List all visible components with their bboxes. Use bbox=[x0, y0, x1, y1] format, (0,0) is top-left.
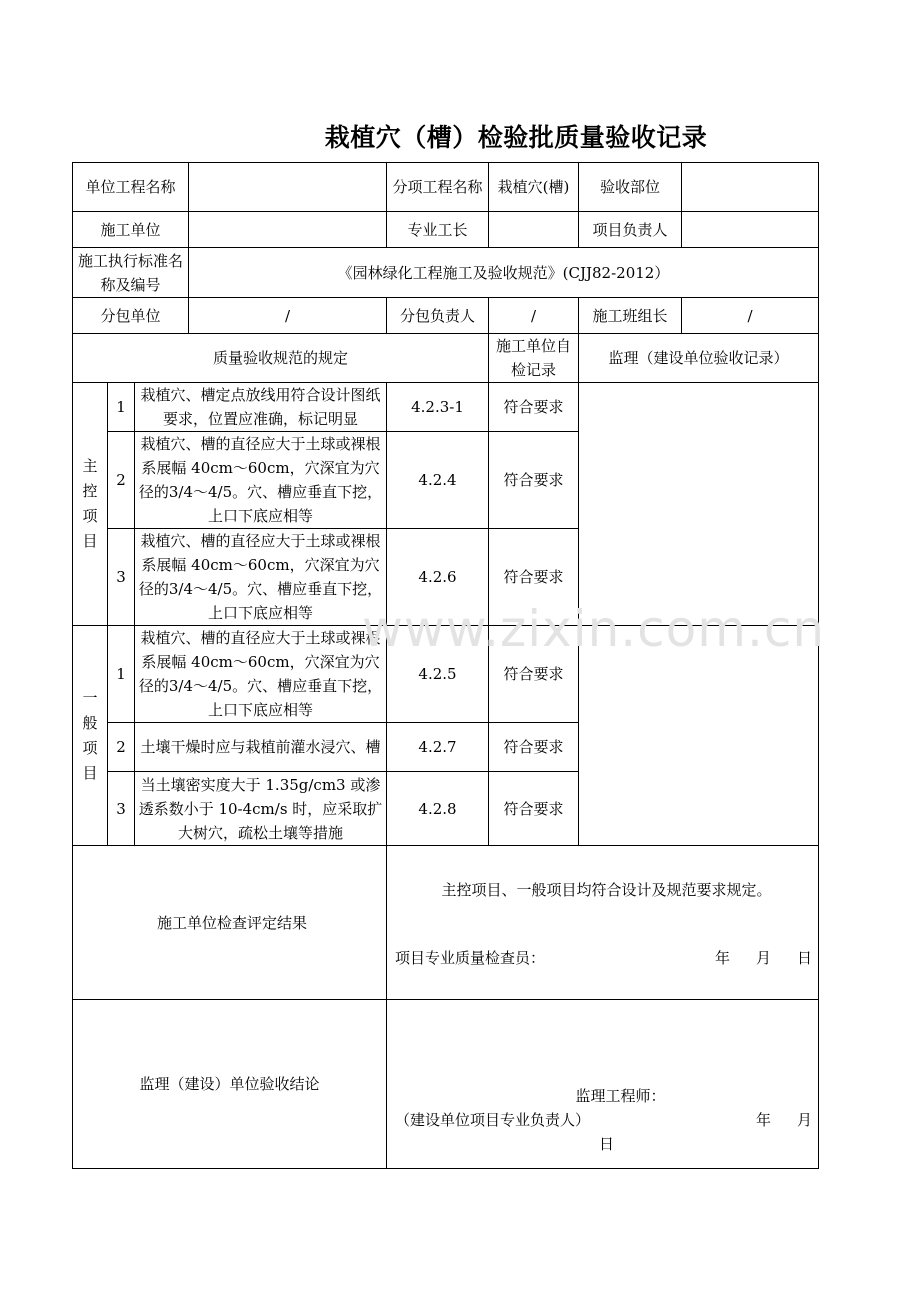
main-item-result[interactable]: 符合要求 bbox=[489, 529, 579, 626]
general-item-number: 2 bbox=[108, 723, 135, 772]
construction-unit-label: 施工单位 bbox=[73, 212, 189, 248]
general-item-clause: 4.2.8 bbox=[387, 772, 489, 846]
inspection-result-label: 施工单位检查评定结果 bbox=[73, 846, 387, 1000]
construction-unit-value[interactable] bbox=[189, 212, 387, 248]
acceptance-part-value[interactable] bbox=[682, 163, 819, 212]
general-item-requirement: 栽植穴、槽的直径应大于土球或裸根系展幅 40cm～60cm，穴深宜为穴径的3/4～4/5。穴、槽应垂直下挖，上口下底应相等 bbox=[135, 626, 387, 723]
main-item-number: 2 bbox=[108, 432, 135, 529]
main-item-number: 3 bbox=[108, 529, 135, 626]
general-items-group-label: 一般项目 bbox=[73, 626, 108, 846]
standard-label: 施工执行标准名称及编号 bbox=[73, 248, 189, 298]
supervision-column-header: 监理（建设单位验收记录） bbox=[579, 334, 819, 383]
project-manager-label: 项目负责人 bbox=[579, 212, 682, 248]
supervising-engineer-label: 监理工程师： bbox=[575, 1087, 666, 1105]
unit-project-value[interactable] bbox=[189, 163, 387, 212]
subcontractor-value[interactable]: / bbox=[189, 298, 387, 334]
acceptance-part-label: 验收部位 bbox=[579, 163, 682, 212]
subcontractor-label: 分包单位 bbox=[73, 298, 189, 334]
general-items-supervision-record[interactable] bbox=[579, 626, 819, 846]
standard-value: 《园林绿化工程施工及验收规范》(CJJ82-2012） bbox=[189, 248, 819, 298]
main-item-result[interactable]: 符合要求 bbox=[489, 432, 579, 529]
main-item-requirement: 栽植穴、槽的直径应大于土球或裸根系展幅 40cm～60cm，穴深宜为穴径的3/4～4/5。穴、槽应垂直下挖，上口下底应相等 bbox=[135, 432, 387, 529]
team-leader-value[interactable]: / bbox=[682, 298, 819, 334]
spec-column-header: 质量验收规范的规定 bbox=[73, 334, 489, 383]
sub-manager-label: 分包负责人 bbox=[387, 298, 489, 334]
foreman-value[interactable] bbox=[489, 212, 579, 248]
inspection-record-table bbox=[72, 162, 819, 1169]
general-item-requirement: 当土壤密实度大于 1.35g/cm3 或渗透系数小于 10-4cm/s 时，应采取扩大树穴，疏松土壤等措施 bbox=[135, 772, 387, 846]
watermark: www.zixin.com.cn bbox=[362, 600, 826, 658]
sub-manager-value[interactable]: / bbox=[489, 298, 579, 334]
general-item-result[interactable]: 符合要求 bbox=[489, 626, 579, 723]
team-leader-label: 施工班组长 bbox=[579, 298, 682, 334]
supervision-conclusion-cell[interactable] bbox=[387, 1000, 819, 1169]
general-item-number: 3 bbox=[108, 772, 135, 846]
supervision-date-year-month: 年 月 bbox=[755, 1111, 812, 1129]
main-item-requirement: 栽植穴、槽定点放线用符合设计图纸要求，位置应准确，标记明显 bbox=[135, 383, 387, 432]
main-item-number: 1 bbox=[108, 383, 135, 432]
project-manager-value[interactable] bbox=[682, 212, 819, 248]
main-item-clause: 4.2.3-1 bbox=[387, 383, 489, 432]
main-item-clause: 4.2.4 bbox=[387, 432, 489, 529]
general-item-requirement: 土壤干燥时应与栽植前灌水浸穴、槽 bbox=[135, 723, 387, 772]
main-item-requirement: 栽植穴、槽的直径应大于土球或裸根系展幅 40cm～60cm，穴深宜为穴径的3/4～4/5。穴、槽应垂直下挖，上口下底应相等 bbox=[135, 529, 387, 626]
inspection-result-cell[interactable] bbox=[387, 846, 819, 1000]
general-item-result[interactable]: 符合要求 bbox=[489, 723, 579, 772]
main-item-result[interactable]: 符合要求 bbox=[489, 383, 579, 432]
sub-project-label: 分项工程名称 bbox=[387, 163, 489, 212]
supervision-date-day: 日 bbox=[598, 1135, 614, 1153]
main-items-supervision-record[interactable] bbox=[579, 383, 819, 626]
supervision-conclusion-label: 监理（建设）单位验收结论 bbox=[73, 1000, 387, 1169]
general-item-clause: 4.2.7 bbox=[387, 723, 489, 772]
page-title: 栽植穴（槽）检验批质量验收记录 bbox=[324, 123, 708, 152]
general-item-result[interactable]: 符合要求 bbox=[489, 772, 579, 846]
general-item-number: 1 bbox=[108, 626, 135, 723]
quality-inspector-label: 项目专业质量检查员： bbox=[395, 948, 546, 967]
sub-project-value: 栽植穴(槽) bbox=[489, 163, 579, 212]
owner-representative-label: （建设单位项目专业负责人） bbox=[395, 1111, 591, 1129]
main-items-group-label: 主控项目 bbox=[73, 383, 108, 626]
foreman-label: 专业工长 bbox=[387, 212, 489, 248]
inspection-date: 年 月 日 bbox=[714, 948, 812, 967]
general-item-clause: 4.2.5 bbox=[387, 626, 489, 723]
main-item-clause: 4.2.6 bbox=[387, 529, 489, 626]
self-check-column-header: 施工单位自检记录 bbox=[489, 334, 579, 383]
unit-project-label: 单位工程名称 bbox=[73, 163, 189, 212]
inspection-result-text: 主控项目、一般项目均符合设计及规范要求规定。 bbox=[441, 880, 772, 899]
